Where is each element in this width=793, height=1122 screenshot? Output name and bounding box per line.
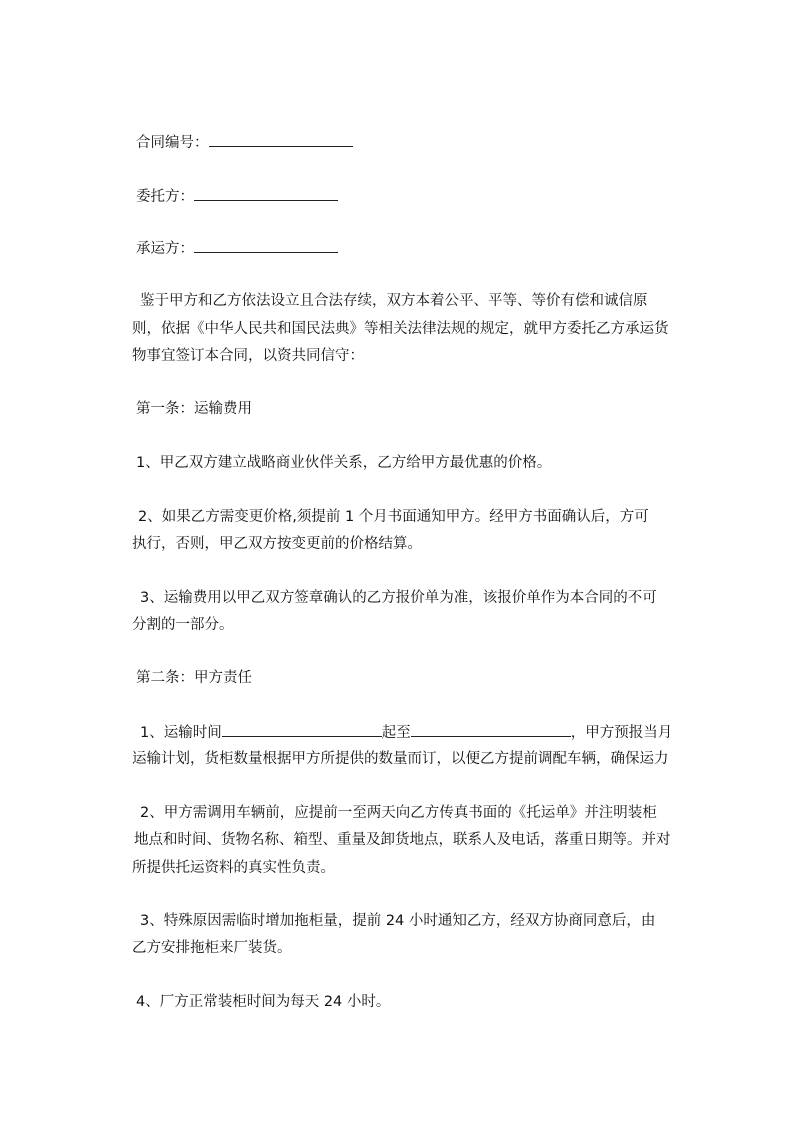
- carrier-label: 承运方：: [136, 241, 194, 257]
- article-1-title: 第一条：运输费用: [136, 401, 252, 417]
- client-row: [136, 186, 338, 206]
- article-1-item-2-line-2: 执行，否则，甲乙双方按变更前的价格结算。: [132, 536, 422, 552]
- item1-mid: 起至: [381, 725, 411, 741]
- client-blank: [194, 186, 338, 201]
- contract-no-row: [136, 132, 353, 152]
- article-2-item-1-line-2: 运输计划，货柜数量根据甲方所提供的数量而订，以便乙方提前调配车辆，确保运力: [132, 751, 669, 767]
- article-2-item-4: 4、厂方正常装柜时间为每天 24 小时。: [136, 994, 391, 1010]
- carrier-row: [136, 238, 338, 258]
- article-2-item-2-line-3: 所提供托运资料的真实性负责。: [132, 860, 335, 876]
- article-2-title: 第二条：甲方责任: [136, 670, 252, 686]
- end-time-blank: [411, 722, 571, 737]
- carrier-blank: [194, 238, 338, 253]
- article-2-item-3-line-2: 乙方安排拖柜来厂装货。: [132, 940, 292, 956]
- article-1-item-2-line-1: 2、如果乙方需变更价格,须提前 1 个月书面通知甲方。经甲方书面确认后，方可: [138, 509, 649, 525]
- client-label: 委托方：: [136, 189, 194, 205]
- article-2-item-3-line-1: 3、特殊原因需临时增加拖柜量，提前 24 小时通知乙方，经双方协商同意后，由: [140, 913, 656, 929]
- article-2-item-2-line-1: 2、甲方需调用车辆前，应提前一至两天向乙方传真书面的《托运单》并注明装柜: [140, 805, 657, 821]
- article-2-item-2-line-2: 地点和时间、货物名称、箱型、重量及卸货地点，联系人及电话，落重日期等。并对: [134, 832, 671, 848]
- article-1-item-3-line-2: 分割的一部分。: [132, 617, 234, 633]
- article-2-item-1-line-1: [140, 722, 672, 742]
- article-1-item-1: 1、甲乙双方建立战略商业伙伴关系，乙方给甲方最优惠的价格。: [136, 455, 552, 471]
- preamble-line-1: 鉴于甲方和乙方依法设立且合法存续，双方本着公平、平等、等价有偿和诚信原: [140, 293, 648, 309]
- contract-no-label: 合同编号：: [136, 135, 209, 151]
- start-time-blank: [222, 722, 382, 737]
- preamble-line-3: 物事宜签订本合同，以资共同信守：: [132, 348, 364, 364]
- preamble-line-2: 则，依据《中华人民共和国民法典》等相关法律法规的规定，就甲方委托乙方承运货: [132, 321, 669, 337]
- article-1-item-3-line-1: 3、运输费用以甲乙双方签章确认的乙方报价单为准，该报价单作为本合同的不可: [140, 590, 657, 606]
- contract-no-blank: [209, 132, 353, 147]
- item1-suffix: ，甲方预报当月: [570, 725, 673, 741]
- item1-prefix: 1、运输时间: [140, 725, 222, 741]
